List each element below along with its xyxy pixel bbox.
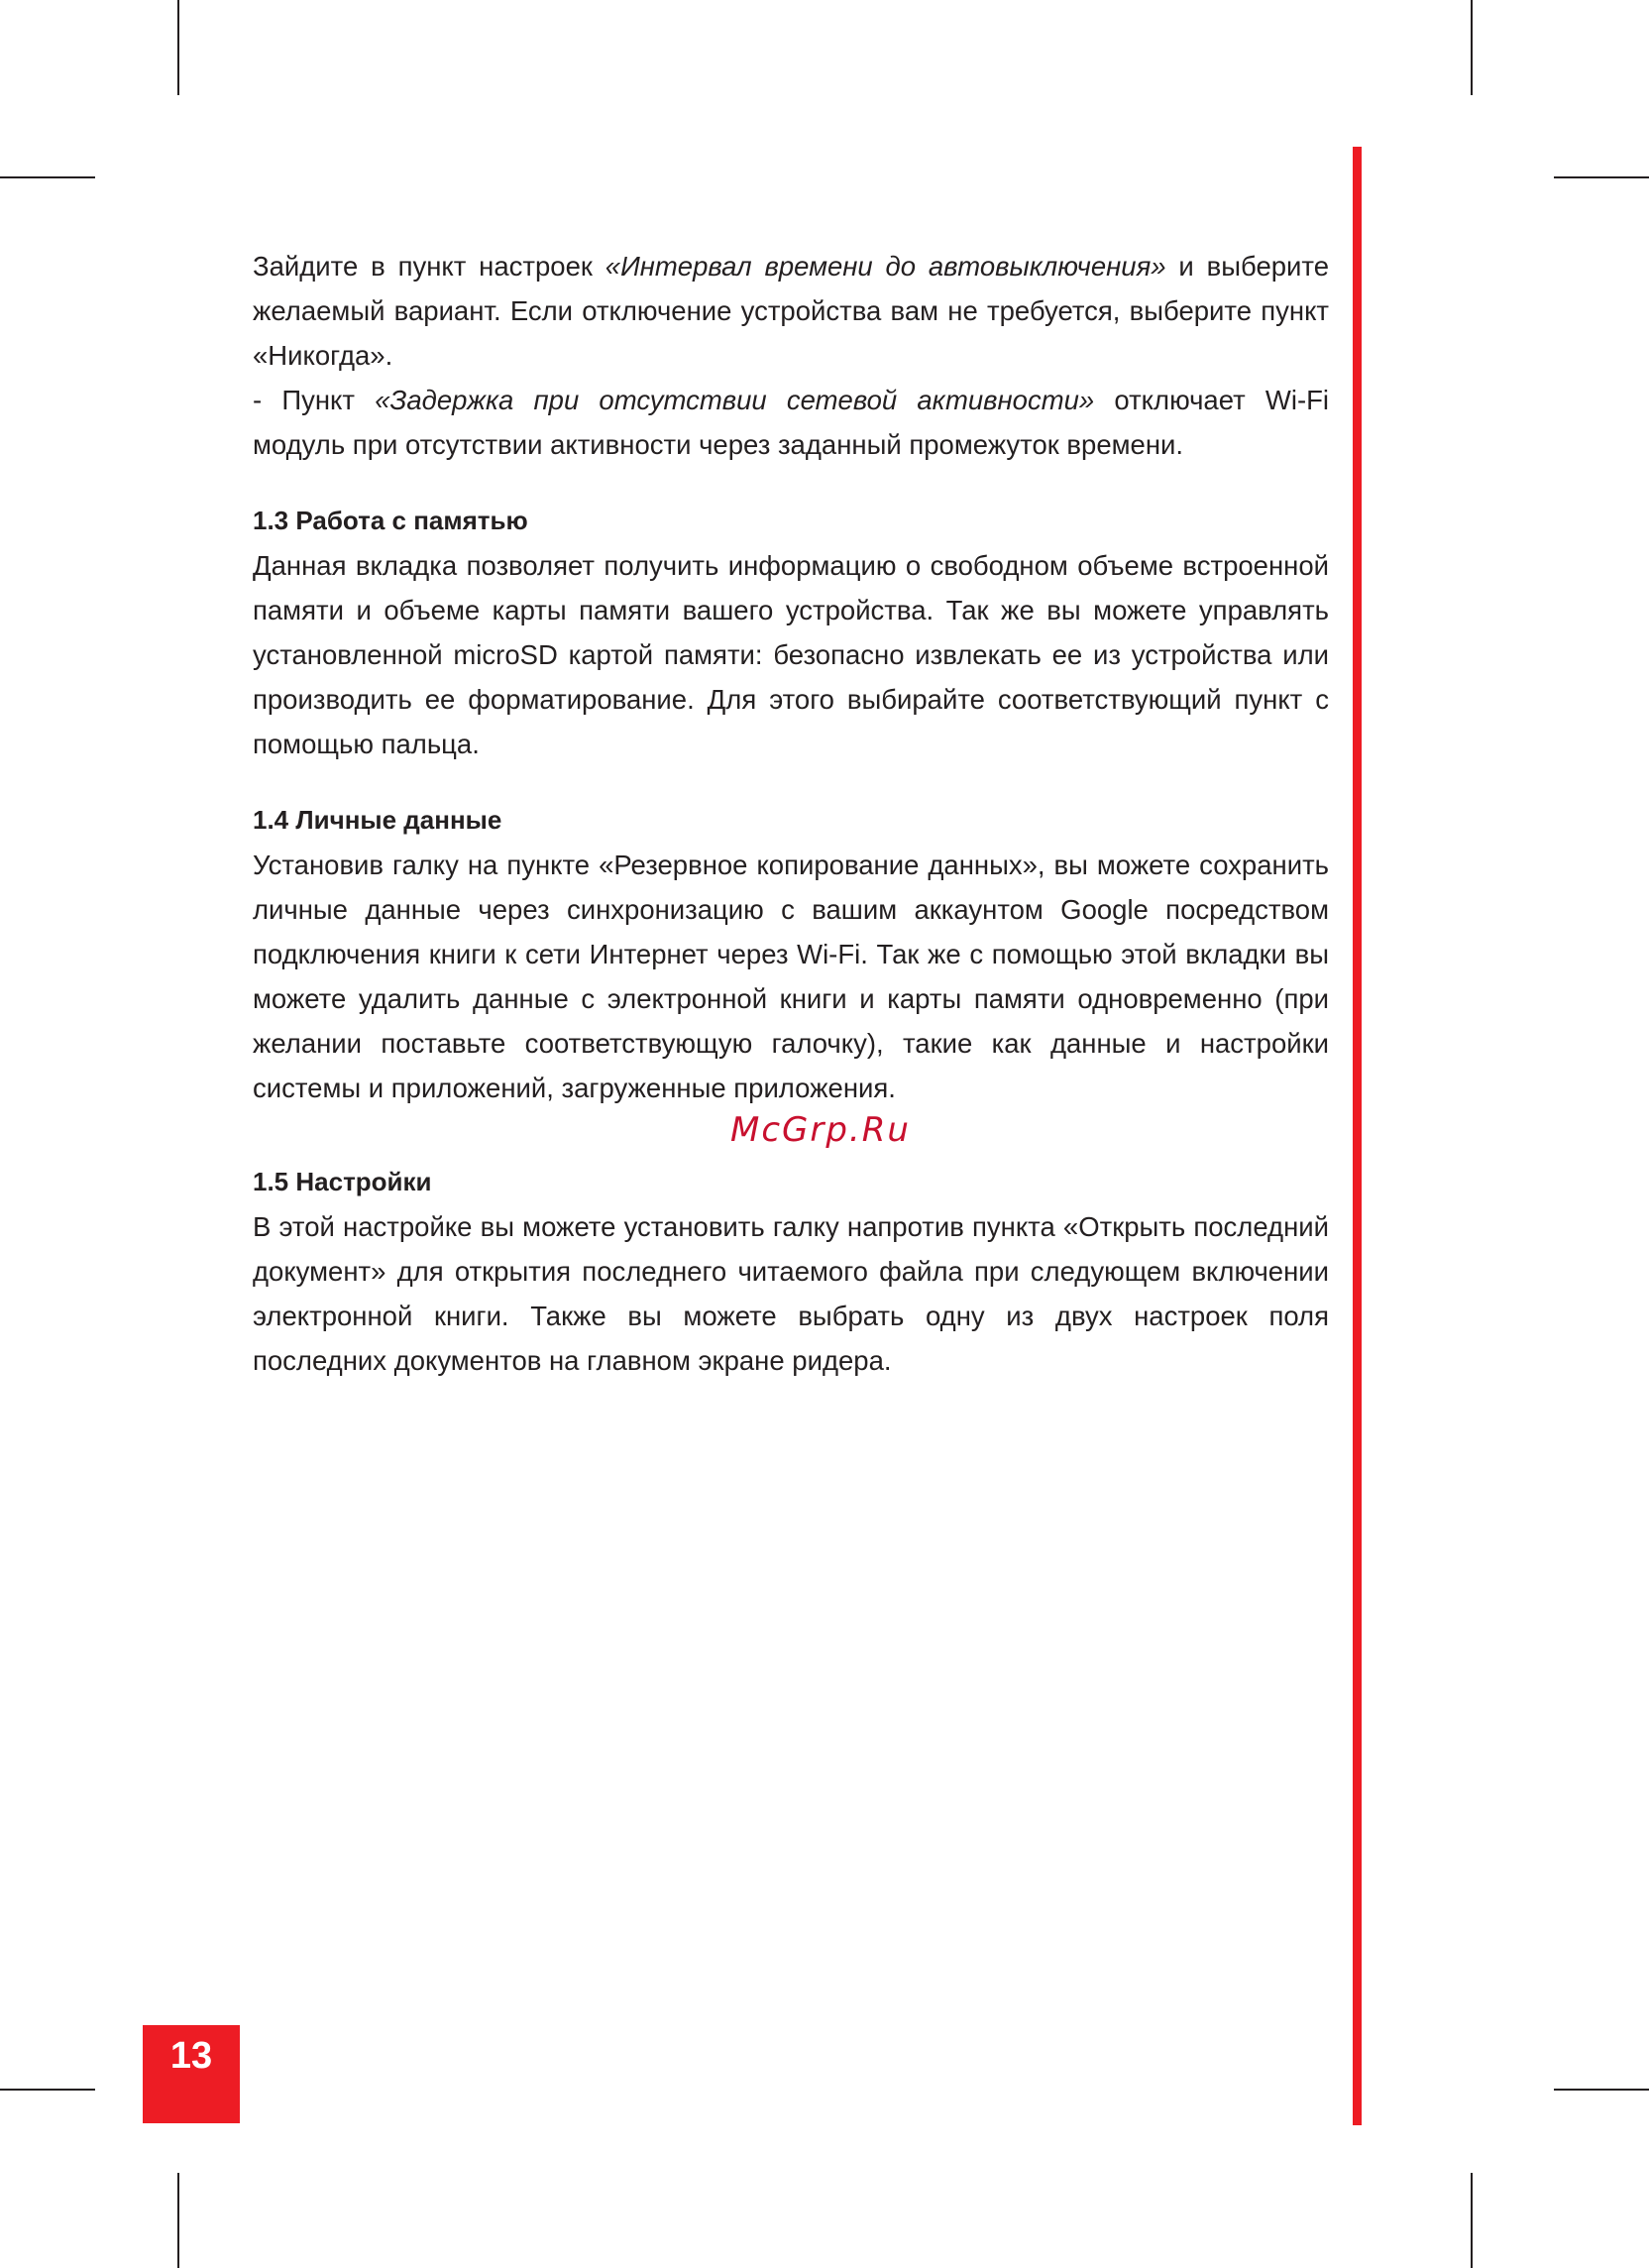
page-number: 13 (169, 2035, 213, 2077)
intro-paragraph-1 (253, 244, 1329, 378)
crop-mark-bottom-left-horizontal (0, 2089, 95, 2091)
watermark-text: McGrp.Ru (730, 1110, 911, 1150)
crop-mark-top-right-horizontal (1554, 176, 1649, 178)
crop-mark-bottom-right-horizontal (1554, 2089, 1649, 2091)
section-heading-settings: 1.5 Настройки (253, 1167, 432, 1196)
intro-p2-italic: «Задержка при отсутствии сетевой активности» (375, 385, 1095, 415)
intro-p2-text-a: - Пункт (253, 385, 376, 415)
intro-p2-text-b: отключает Wi-Fi модуль при отсутствии активности через заданный промежуток времени. (253, 385, 1330, 460)
text-column (253, 244, 1329, 1383)
intro-p1-text-b: и выберите желаемый вариант. Если отключение устройства вам не требуется, выберите пункт «Никогда». (253, 251, 1329, 371)
section-body-memory: Данная вкладка позволяет получить информацию о свободном объеме встроенной памяти и объеме карты памяти вашего устройства. Так же вы можете управлять установленной microSD картой памяти: безопасно извлекать ее из устройства или производить ее форматирование. Для этого выбирайте соответствующий пункт с помощью пальца. (253, 550, 1329, 759)
intro-paragraph-2 (253, 378, 1329, 467)
section-body-personal-data: Установив галку на пункте «Резервное копирование данных», вы можете сохранить личные данные через синхронизацию с вашим аккаунтом Google посредством подключения книги к сети Интернет через Wi-Fi. Так же с помощью этой вкладки вы можете удалить данные с электронной книги и карты памяти одновременно (при желании поставьте соответствующую галочку), такие как данные и настройки системы и приложений, загруженные приложения. (253, 850, 1329, 1103)
intro-p1-text-a: Зайдите в пункт настроек (253, 251, 605, 282)
section-heading-memory: 1.3 Работа с памятью (253, 506, 528, 535)
section-body-settings: В этой настройке вы можете установить галку напротив пункта «Открыть последний документ» для открытия последнего читаемого файла при следующем включении электронной книги. Также вы можете выбрать одну из двух настроек поля последних документов на главном экране ридера. (253, 1211, 1329, 1376)
crop-mark-bottom-left-vertical (177, 2173, 179, 2268)
page-number-box (143, 2025, 240, 2123)
crop-mark-top-right-vertical (1471, 0, 1473, 95)
intro-p1-italic: «Интервал времени до автовыключения» (605, 251, 1166, 282)
crop-mark-bottom-right-vertical (1471, 2173, 1473, 2268)
red-margin-bar (1353, 147, 1362, 2125)
crop-mark-top-left-horizontal (0, 176, 95, 178)
crop-mark-top-left-vertical (177, 0, 179, 95)
section-heading-personal-data: 1.4 Личные данные (253, 805, 502, 835)
